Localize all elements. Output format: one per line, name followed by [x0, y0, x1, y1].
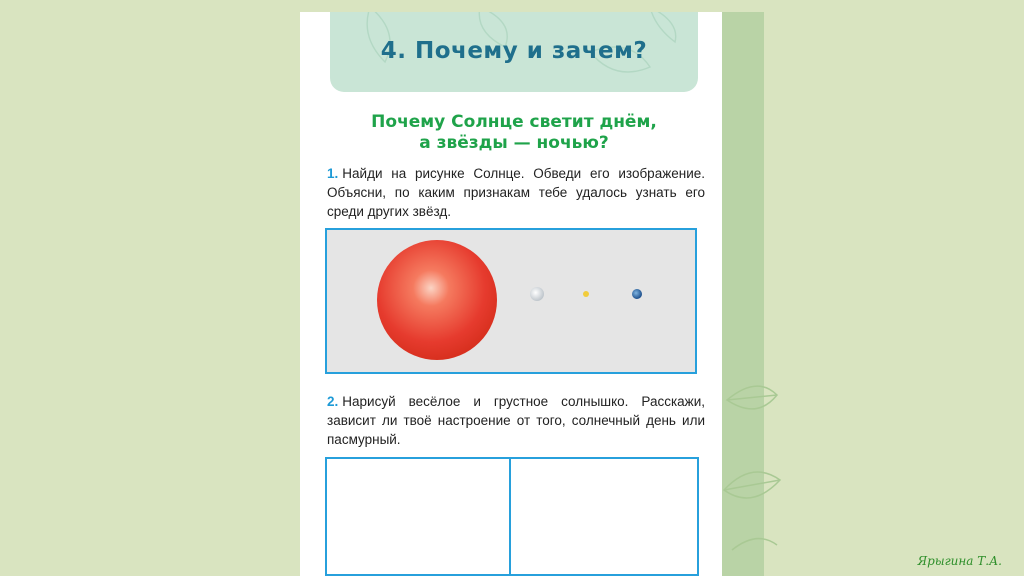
drawing-box-cheerful[interactable] — [325, 457, 511, 576]
task-2-text: Нарисуй весёлое и грустное солнышко. Расскажи, зависит ли твоё настроение от того, солнечный день или пасмурный. — [327, 394, 705, 447]
yellow-star[interactable] — [583, 291, 589, 297]
drawing-box-sad[interactable] — [511, 457, 699, 576]
task-1 — [327, 164, 705, 221]
subtitle-line-2: а звёзды — ночью? — [419, 133, 609, 153]
solar-picture — [325, 228, 697, 374]
sun-circle[interactable] — [377, 240, 497, 360]
header-band — [330, 12, 698, 92]
task-2 — [327, 392, 705, 449]
leaf-decoration — [722, 370, 782, 576]
section-subtitle — [330, 112, 698, 154]
lesson-title: 4. Почему и зачем? — [380, 38, 648, 64]
blue-star[interactable] — [632, 289, 642, 299]
textbook-page — [300, 12, 722, 576]
task-1-text: Найди на рисунке Солнце. Обведи его изображение. Объясни, по каким признакам тебе удалось узнать его среди других звёзд. — [327, 166, 705, 219]
stars-illustration — [327, 230, 699, 376]
author-credit: Ярыгина Т.А. — [917, 554, 1002, 568]
task-2-number: 2. — [327, 394, 339, 409]
white-star[interactable] — [530, 287, 544, 301]
task-1-number: 1. — [327, 166, 339, 181]
subtitle-line-1: Почему Солнце светит днём, — [371, 112, 657, 132]
